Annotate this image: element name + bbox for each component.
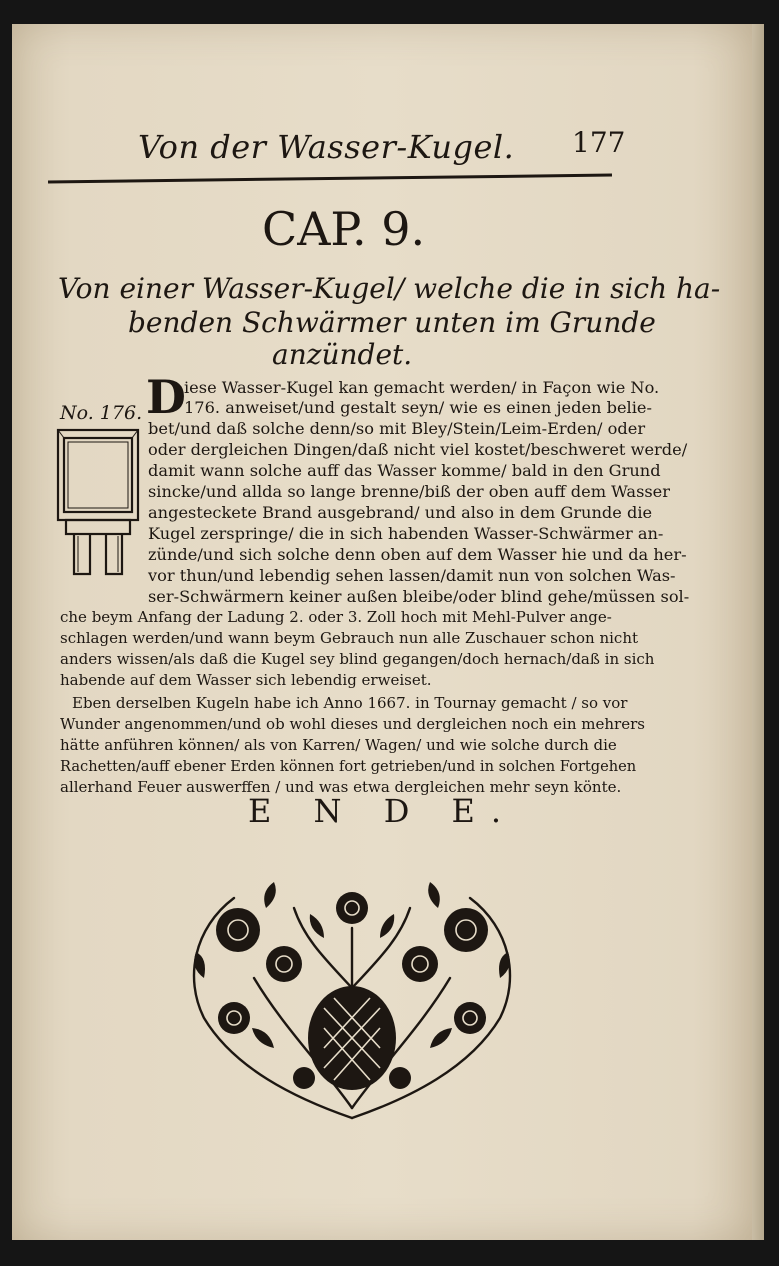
body-line: Wunder angenommen/und ob wohl dieses und dergleichen noch ein mehrers: [60, 715, 645, 733]
body-line: allerhand Feuer auswerffen / und was etwa dergleichen mehr seyn könte.: [60, 778, 622, 796]
body-line: habende auf dem Wasser sich lebendig erweiset.: [60, 671, 432, 689]
body-line: vor thun/und lebendig sehen lassen/damit nun von solchen Was-: [148, 566, 676, 585]
body-line: hätte anführen können/ als von Karren/ Wagen/ und wie solche durch die: [60, 736, 617, 754]
floral-tailpiece-ornament: [174, 868, 530, 1128]
body-line: bet/und daß solche denn/so mit Bley/Stein/Leim-Erden/ oder: [148, 419, 646, 438]
chapter-title-line-3: anzündet.: [272, 338, 413, 371]
chapter-heading: CAP. 9.: [262, 202, 426, 256]
body-line: damit wann solche auff das Wasser komme/ bald in den Grund: [148, 461, 661, 480]
body-line: oder dergleichen Dingen/daß nicht viel kostet/beschweret werde/: [148, 440, 688, 459]
body-line: iese Wasser-Kugel kan gemacht werden/ in Façon wie No.: [184, 378, 660, 397]
body-line: Kugel zerspringe/ die in sich habenden Wasser-Schwärmer an-: [148, 524, 664, 543]
body-line: ser-Schwärmern keiner außen bleibe/oder blind gehe/müssen sol-: [148, 587, 690, 606]
drop-cap: D: [146, 370, 186, 424]
body-line: schlagen werden/und wann beym Gebrauch nun alle Zuschauer schon nicht: [60, 629, 639, 647]
page-number: 177: [572, 126, 626, 159]
body-line: sincke/und allda so lange brenne/biß der oben auff dem Wasser: [148, 482, 670, 501]
chapter-title-line-1: Von einer Wasser-Kugel/ welche die in sich ha-: [58, 272, 721, 305]
ende-closing: E N D E.: [248, 792, 518, 830]
margin-figure-number: No. 176.: [60, 402, 143, 424]
body-line: anders wissen/als daß die Kugel sey blind gegangen/doch hernach/daß in sich: [60, 650, 655, 668]
body-line: 176. anweiset/und gestalt seyn/ wie es einen jeden belie-: [184, 398, 652, 417]
chapter-title-line-2: benden Schwärmer unten im Grunde: [128, 306, 656, 339]
body-line: angesteckete Brand ausgebrand/ und also in dem Grunde die: [148, 503, 653, 522]
body-line: Eben derselben Kugeln habe ich Anno 1667. in Tournay gemacht / so vor: [72, 694, 628, 712]
water-ball-mould-figure: [52, 424, 144, 584]
body-line: che beym Anfang der Ladung 2. oder 3. Zoll hoch mit Mehl-Pulver ange-: [60, 608, 612, 626]
running-head: Von der Wasser-Kugel.: [138, 128, 515, 166]
body-line: zünde/und sich solche denn oben auf dem Wasser hie und da her-: [148, 545, 687, 564]
body-line: Rachetten/auff ebener Erden können fort getrieben/und in solchen Fortgehen: [60, 758, 637, 775]
page-edge: [752, 24, 764, 1240]
